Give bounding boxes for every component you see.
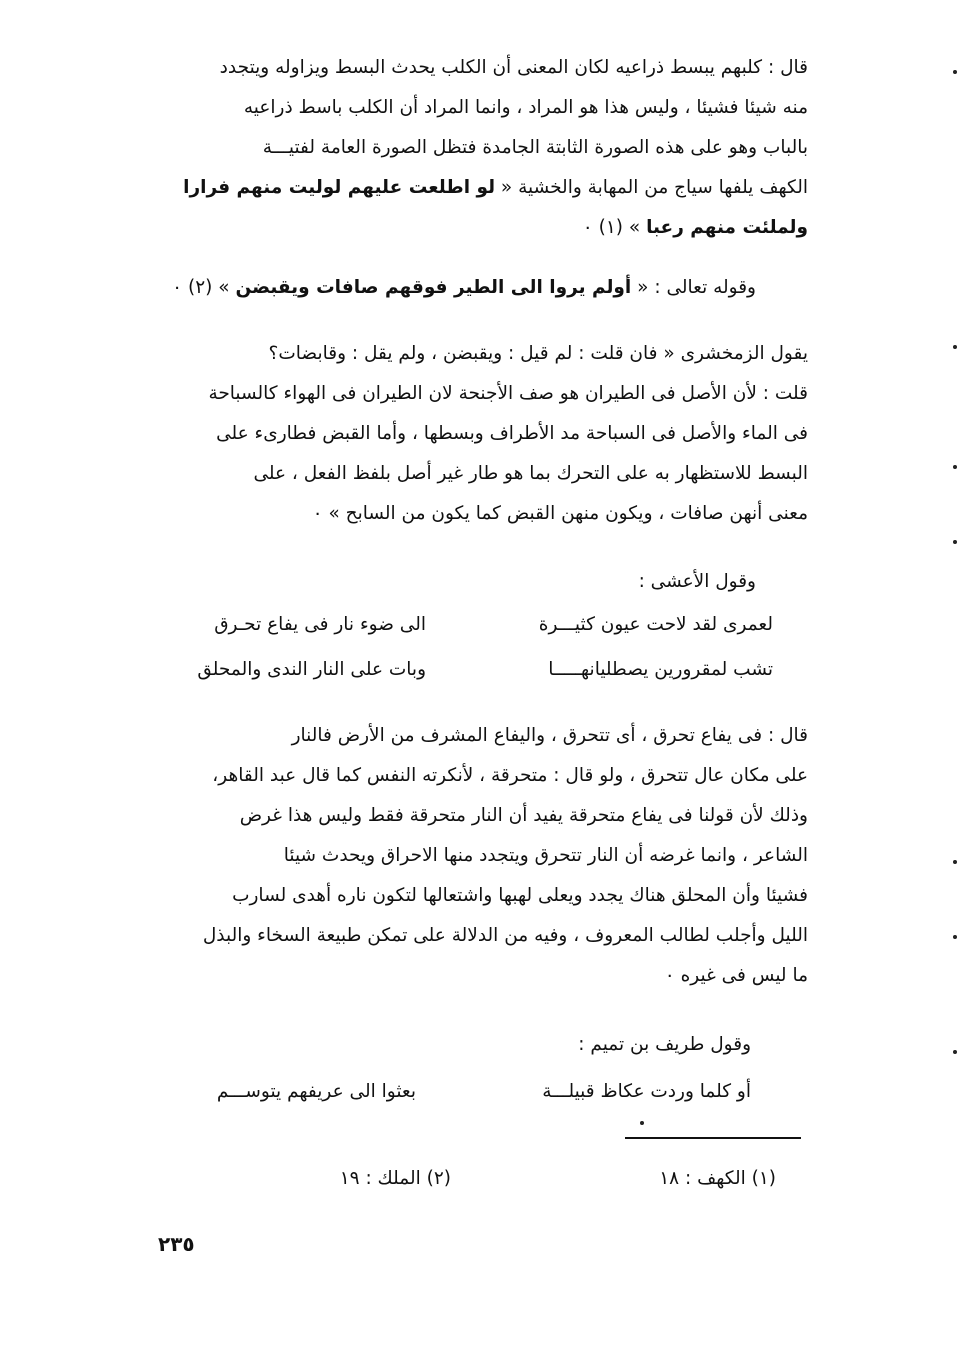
margin-speck: [953, 935, 957, 939]
paragraph-3: [135, 716, 808, 996]
text-fragment: وقوله تعالى : «: [631, 277, 756, 298]
text-fragment: » (٢) ٠: [172, 277, 236, 298]
speck: [640, 1121, 644, 1125]
text-line: ما ليس فى غيره ٠: [664, 965, 808, 986]
text-line: قلت : لأن الأصل فى الطيران هو صف الأجنحة لان الطيران فى الهواء كالسباحة: [208, 383, 808, 404]
text-line: الشاعر ، وانما غرضه أن النار تتحرق ويتجدد منها الاحراق ويحدث شيئا: [283, 845, 808, 866]
poem-verse-first-half: لعمرى لقد لاحت عيون كثيـــرة: [538, 614, 773, 635]
text-line: منه شيئا فشيئا ، وليس هذا هو المراد ، وانما المراد أن الكلب باسط ذراعيه: [243, 97, 808, 118]
quote-intro-3: وقول طريف بن تميم :: [578, 1034, 751, 1055]
poem-verse-second-half: الى ضوء نار فى يفاع تحـرق: [214, 614, 426, 635]
text-line: قال : كلبهم يبسط ذراعيه لكان المعنى أن الكلب يحدث البسط ويزاوله ويتجدد: [219, 57, 808, 78]
text-line: فشيئا وأن المحلق هناك يجدد ويعلى لهبها واشتعالها لتكون ناره أهدى لسارب: [232, 885, 808, 906]
quran-quote: أولم يروا الى الطير فوقهم صافات ويقبضن: [235, 277, 632, 298]
quran-quote: لو اطلعت عليهم لوليت منهم فرارا: [183, 177, 496, 198]
poem-verse-second-half: بعثوا الى عريفهم يتوســـم: [216, 1081, 416, 1102]
text-line: قال : فى يفاع تحرق ، أى تتحرق ، واليفاع المشرف من الأرض فالنار: [291, 725, 808, 746]
text-line: [135, 168, 808, 208]
text-line: بالباب وهو على هذه الصورة الثابتة الجامدة فتظل الصورة العامة لفتيـــة: [262, 137, 808, 158]
text-line: الليل وأجلب لطالب المعروف ، وفيه من الدلالة على تمكن طبيعة السخاء والبذل: [202, 925, 808, 946]
paragraph-2: [135, 334, 808, 534]
footnote-2: (٢) الملك : ١٩: [339, 1168, 451, 1189]
footnote-1: (١) الكهف : ١٨: [659, 1168, 776, 1189]
paragraph-1: [135, 48, 808, 248]
margin-speck: [953, 345, 957, 349]
text-line: يقول الزمخشرى « فان قلت : لم قيل : ويقبضن ، ولم يقل : وقابضات؟: [268, 343, 808, 364]
poem-verse-second-half: وبات على النار الندى والمحلق: [197, 659, 426, 680]
text-line: فى الماء والأصل فى السباحة مد الأطراف وبسطها ، وأما القبض فطارىء على: [216, 423, 808, 444]
margin-speck: [953, 70, 957, 74]
text-line: على مكان عال تتحرق ، ولو قال : متحرقة ، لأنكرته النفس كما قال عبد القاهر،: [212, 765, 808, 786]
text-line: وذلك لأن قولنا فى يفاع متحرقة يفيد أن النار متحرقة فقط وليس هذا غرض: [239, 805, 808, 826]
text-line: البسط للاستظهار به على التحرك بما هو طار غير أصل بلفظ الفعل ، على: [253, 463, 808, 484]
margin-speck: [953, 860, 957, 864]
text-fragment: الكهف يلفها سياج من المهابة والخشية «: [495, 177, 808, 198]
margin-speck: [953, 465, 957, 469]
quran-quote: ولملئت منهم رعبا: [646, 217, 808, 238]
margin-speck: [953, 1050, 957, 1054]
poem-verse-first-half: تشب لمقرورين يصطليانهـــــا: [548, 659, 773, 680]
text-line: معنى أنهن صافات ، ويكون منهن القبض كما يكون من السابح » ٠: [312, 503, 808, 524]
text-fragment: » (١) ٠: [582, 217, 647, 238]
poem-verse-first-half: أو كلما وردت عكاظ قبيلـــة: [542, 1081, 751, 1102]
quote-intro-2: وقول الأعشى :: [638, 571, 756, 592]
page-number: ٢٣٥: [158, 1232, 195, 1256]
text-line: [135, 208, 808, 248]
margin-speck: [953, 540, 957, 544]
footnote-separator: [625, 1137, 801, 1139]
quote-intro-1: [172, 268, 756, 308]
